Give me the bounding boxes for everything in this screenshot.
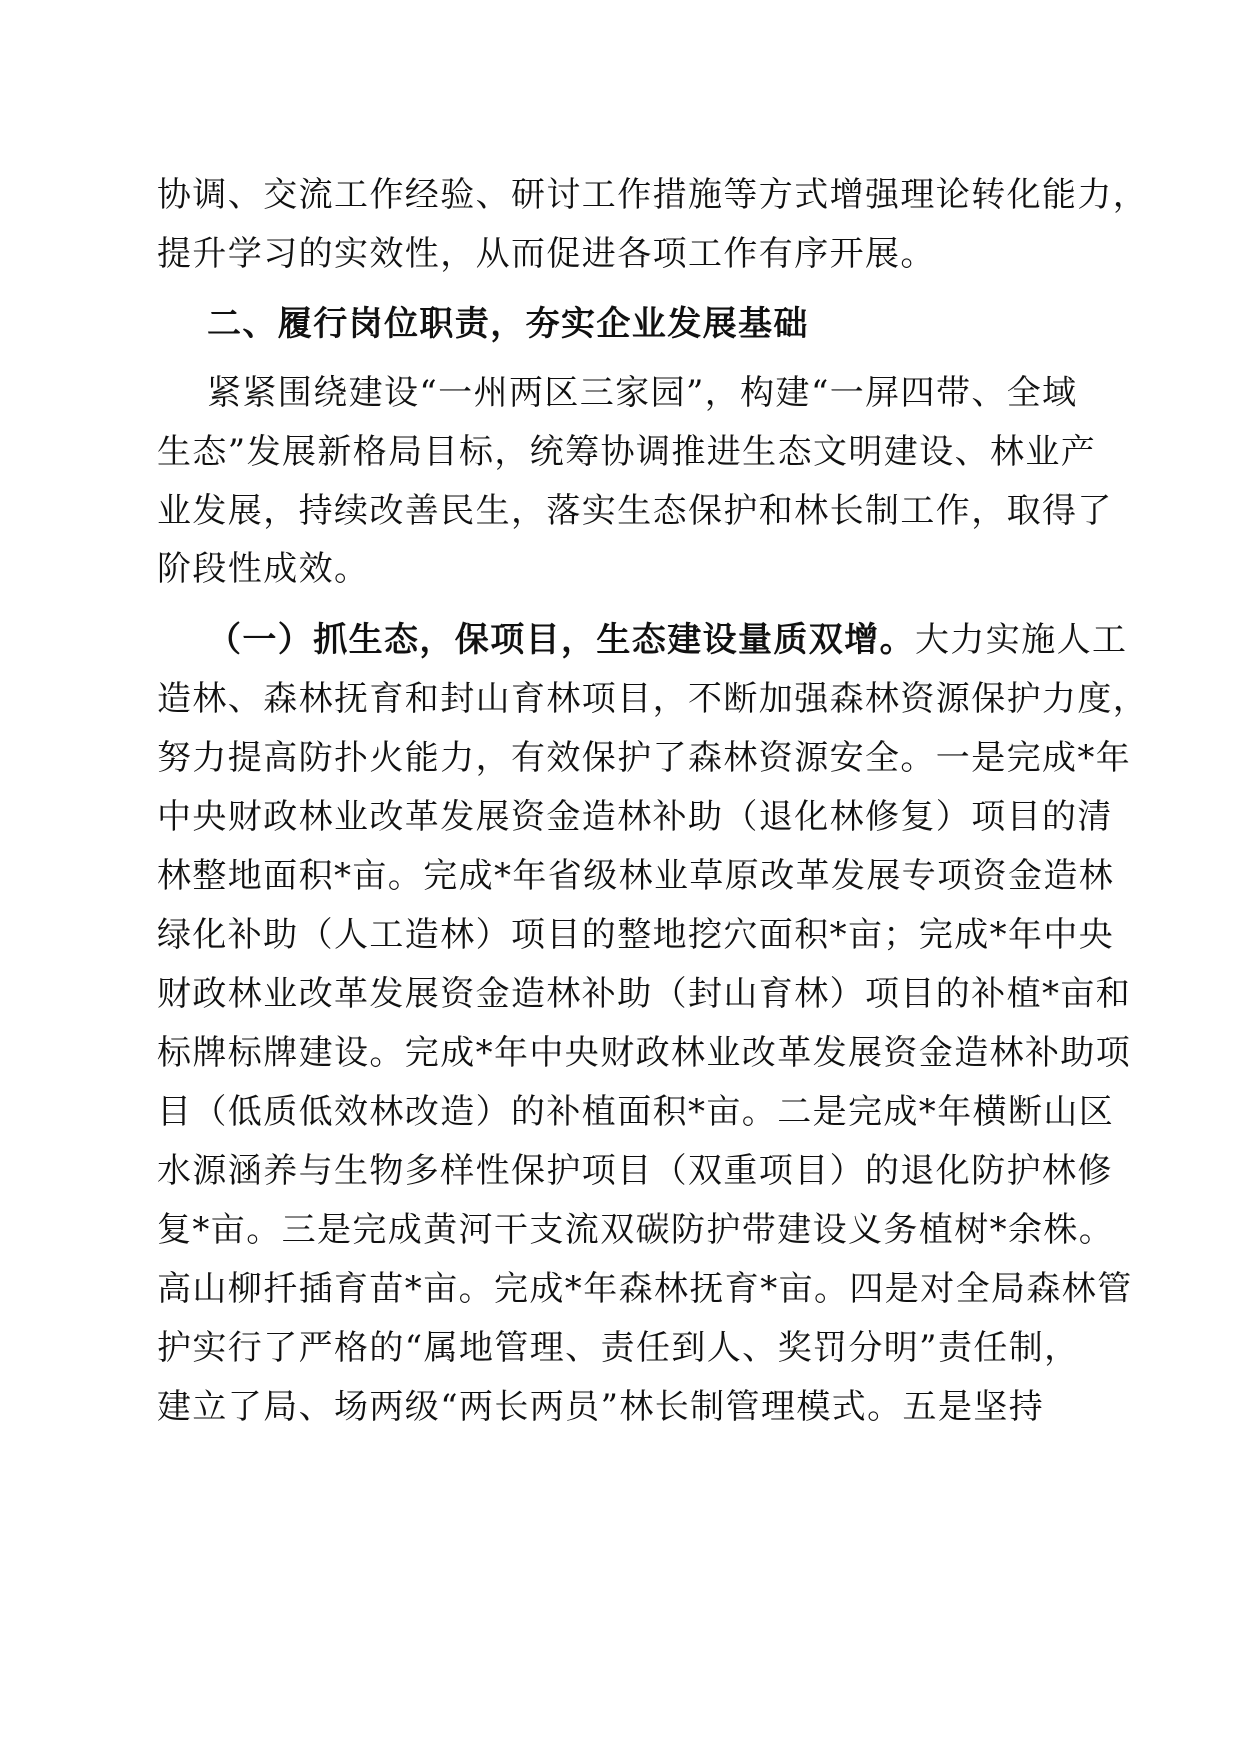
body-text-line: 财政林业改革发展资金造林补助（封山育林）项目的补植*亩和 — [157, 974, 1132, 1014]
body-text-line: 水源涵养与生物多样性保护项目（双重项目）的退化防护林修 — [157, 1151, 1113, 1191]
section-heading: 二、履行岗位职责，夯实企业发展基础 — [207, 304, 809, 344]
body-text-line: 紧紧围绕建设“一州两区三家园”，构建“一屏四带、全域 — [207, 373, 1078, 413]
body-text-run: 大力实施人工 — [915, 620, 1128, 660]
body-text-line: 复*亩。三是完成黄河干支流双碳防护带建设义务植树*余株。 — [157, 1210, 1115, 1250]
body-text-line: 林整地面积*亩。完成*年省级林业草原改革发展专项资金造林 — [157, 856, 1115, 896]
body-text-line: 目（低质低效林改造）的补植面积*亩。二是完成*年横断山区 — [157, 1092, 1115, 1132]
body-text-line: 高山柳扦插育苗*亩。完成*年森林抚育*亩。四是对全局森林管 — [157, 1269, 1133, 1309]
body-text-line: 提升学习的实效性，从而促进各项工作有序开展。 — [157, 234, 936, 274]
subsection-heading: （一）抓生态，保项目，生态建设量质双增。 — [207, 620, 915, 660]
body-text-line: 协调、交流工作经验、研讨工作措施等方式增强理论转化能力， — [157, 175, 1149, 215]
body-text-line: 业发展，持续改善民生，落实生态保护和林长制工作，取得了 — [157, 491, 1113, 531]
body-text-line: 护实行了严格的“属地管理、责任到人、奖罚分明”责任制， — [157, 1328, 1080, 1368]
body-text-line: 造林、森林抚育和封山育林项目，不断加强森林资源保护力度， — [157, 679, 1149, 719]
body-text-line: 中央财政林业改革发展资金造林补助（退化林修复）项目的清 — [157, 797, 1113, 837]
body-text-line: 建立了局、场两级“两长两员”林长制管理模式。五是坚持 — [157, 1387, 1045, 1427]
body-text-line: 阶段性成效。 — [157, 549, 370, 589]
subsection-paragraph-start — [207, 620, 1137, 660]
body-text-line: 生态”发展新格局目标，统筹协调推进生态文明建设、林业产 — [157, 432, 1097, 472]
body-text-line: 努力提高防扑火能力，有效保护了森林资源安全。一是完成*年 — [157, 738, 1132, 778]
body-text-line: 绿化补助（人工造林）项目的整地挖穴面积*亩；完成*年中央 — [157, 915, 1115, 955]
body-text-line: 标牌标牌建设。完成*年中央财政林业改革发展资金造林补助项 — [157, 1033, 1132, 1073]
